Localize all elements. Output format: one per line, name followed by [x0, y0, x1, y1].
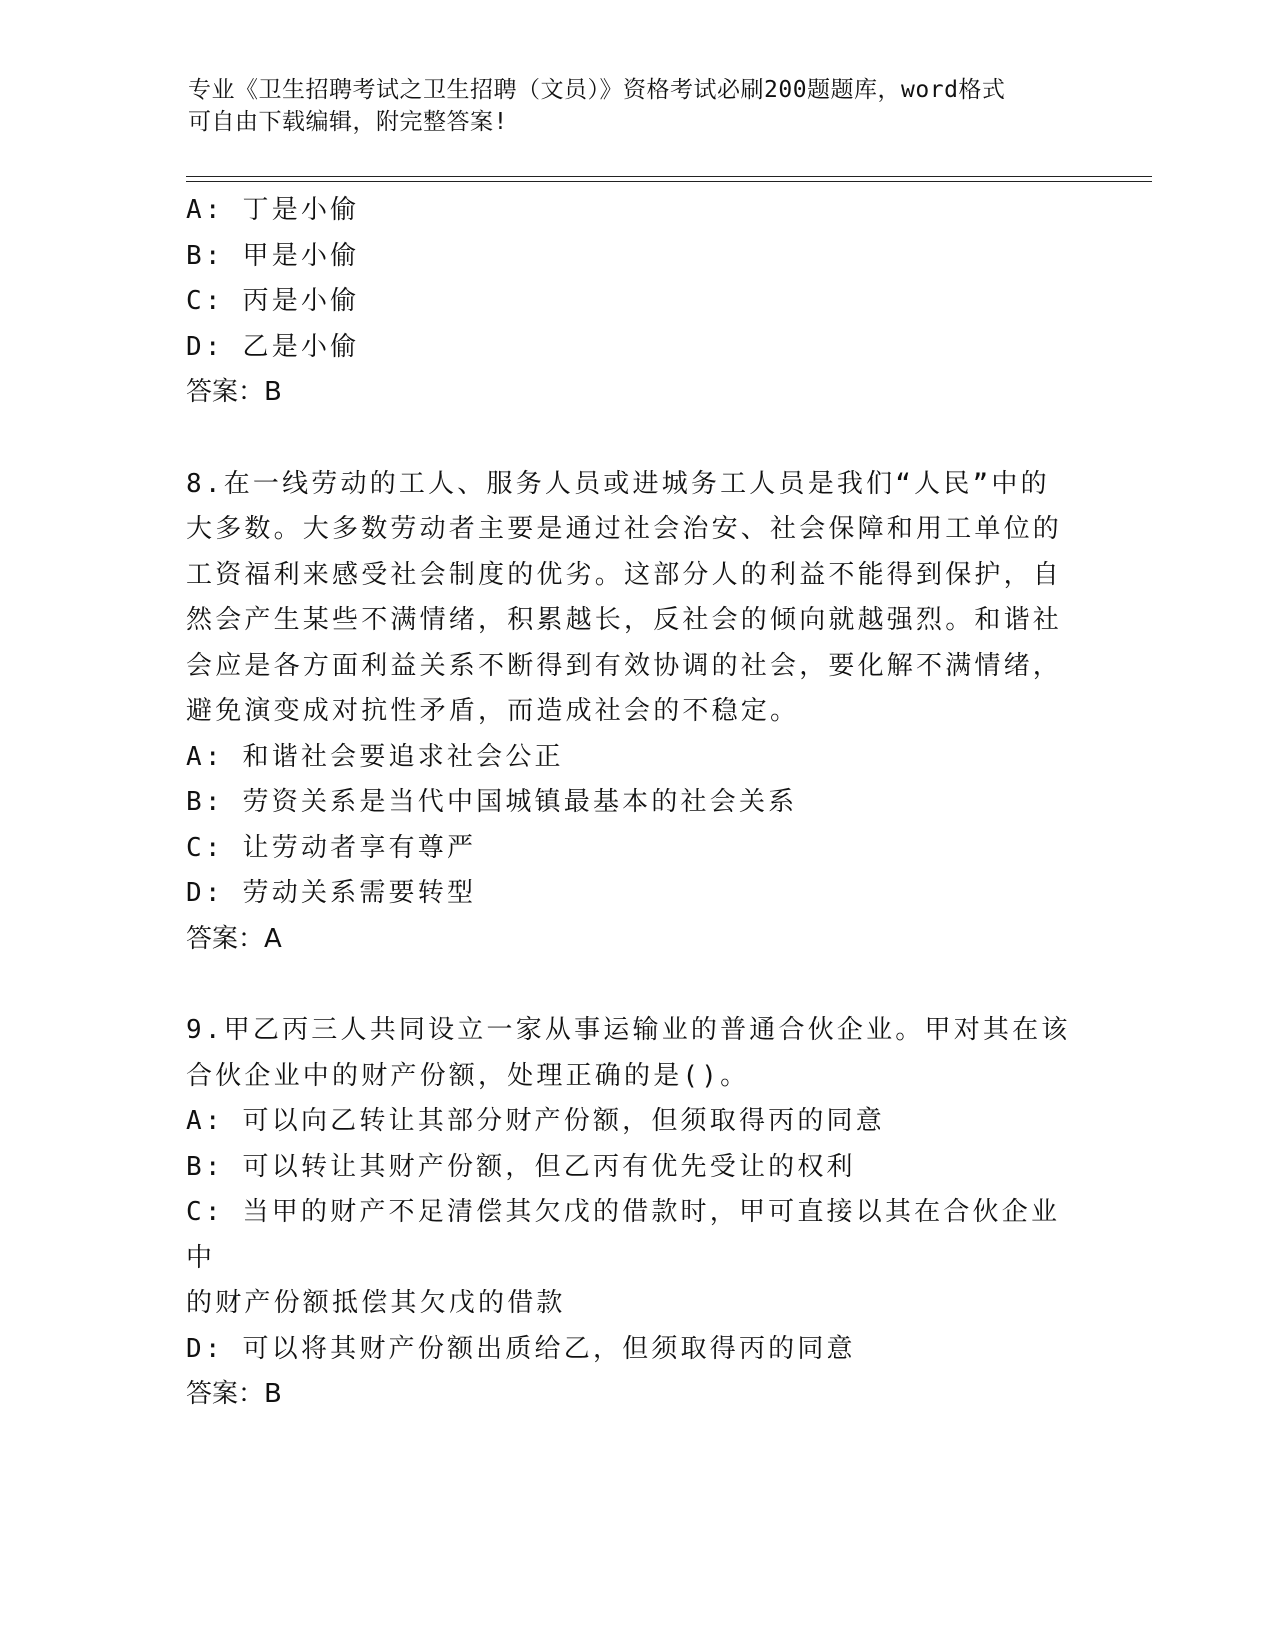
spacer — [186, 962, 1086, 1008]
question-text-line: 合伙企业中的财产份额，处理正确的是()。 — [186, 1060, 750, 1091]
question-text-line: 8.在一线劳动的工人、服务人员或进城务工人员是我们“人民”中的 — [186, 468, 1050, 499]
option-a: A: 和谐社会要追求社会公正 — [186, 741, 564, 772]
question-text-line: 避免演变成对抗性矛盾，而造成社会的不稳定。 — [186, 696, 800, 726]
question-8 — [186, 462, 1086, 963]
option-b: B: 可以转让其财产份额，但乙丙有优先受让的权利 — [186, 1151, 856, 1182]
question-text-line: 工资福利来感受社会制度的优劣。这部分人的利益不能得到保护，自 — [186, 559, 1063, 590]
document-header — [188, 74, 1068, 138]
option-a: A: 丁是小偷 — [186, 195, 360, 225]
answer-line: 答案：A — [186, 923, 282, 954]
question-7-tail — [186, 188, 1086, 416]
option-c: C: 丙是小偷 — [186, 286, 360, 316]
header-line-2: 可自由下载编辑，附完整答案! — [188, 109, 508, 135]
option-d: D: 乙是小偷 — [186, 331, 360, 362]
answer-line: 答案：B — [186, 1379, 282, 1409]
option-d: D: 劳动关系需要转型 — [186, 878, 477, 908]
answer-line: 答案：B — [186, 377, 282, 407]
option-b: B: 劳资关系是当代中国城镇最基本的社会关系 — [186, 787, 798, 817]
question-9 — [186, 1008, 1086, 1418]
question-text-line: 9.甲乙丙三人共同设立一家从事运输业的普通合伙企业。甲对其在该 — [186, 1015, 1071, 1045]
option-b: B: 甲是小偷 — [186, 240, 360, 271]
question-text-line: 大多数。大多数劳动者主要是通过社会治安、社会保障和用工单位的 — [186, 514, 1063, 544]
option-c: C: 让劳动者享有尊严 — [186, 832, 477, 863]
question-content — [186, 188, 1086, 1418]
option-c-continued: 的财产份额抵偿其欠戊的借款 — [186, 1288, 566, 1318]
question-text-line: 会应是各方面利益关系不断得到有效协调的社会，要化解不满情绪， — [186, 650, 1063, 681]
spacer — [186, 416, 1086, 462]
option-c: C: 当甲的财产不足清偿其欠戊的借款时，甲可直接以其在合伙企业中 — [186, 1197, 1061, 1273]
option-d: D: 可以将其财产份额出质给乙，但须取得丙的同意 — [186, 1333, 856, 1364]
header-divider-top — [186, 176, 1152, 177]
option-a: A: 可以向乙转让其部分财产份额，但须取得丙的同意 — [186, 1106, 885, 1136]
question-text-line: 然会产生某些不满情绪，积累越长，反社会的倾向就越强烈。和谐社 — [186, 605, 1063, 635]
header-line-1: 专业《卫生招聘考试之卫生招聘（文员）》资格考试必刷200题题库，word格式 — [188, 77, 1006, 103]
header-divider-bottom — [186, 181, 1152, 182]
